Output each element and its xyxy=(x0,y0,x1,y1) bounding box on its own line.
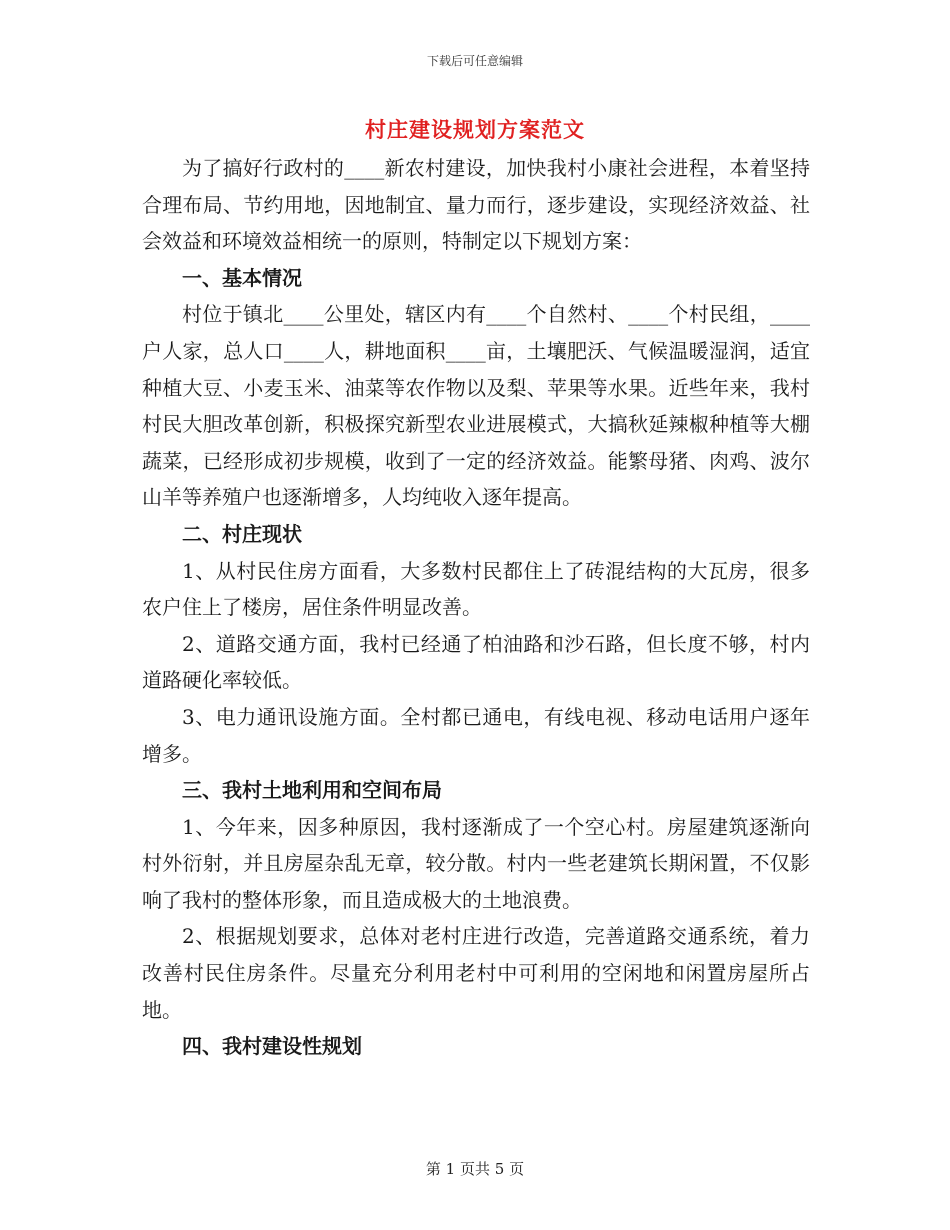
section-heading-land-use: 三、我村土地利用和空间布局 xyxy=(182,778,442,803)
section-heading-construction-plan: 四、我村建设性规划 xyxy=(182,1034,362,1059)
status-item-housing: 1、从村民住房方面看，大多数村民都住上了砖混结构的大瓦房，很多农户住上了楼房，居住条件明显改善。 xyxy=(142,558,810,620)
section-heading-village-status: 二、村庄现状 xyxy=(182,521,302,546)
land-use-item-2: 2、根据规划要求，总体对老村庄进行改造，完善道路交通系统，着力改善村民住房条件。尽量充分利用老村中可利用的空闲地和闲置房屋所占地。 xyxy=(142,924,810,1022)
basic-info-paragraph: 村位于镇北____公里处，辖区内有____个自然村、____个村民组，____户人家，总人口____人，耕地面积____亩，土壤肥沃、气候温暖湿润，适宜种植大豆、小麦玉米、油菜等农作物以及梨、苹果等水果。近些年来，我村村民大胆改革创新，积极探究新型农业进展模式，大搞秋延辣椒种植等大棚蔬菜，已经形成初步规模，收到了一定的经济效益。能繁母猪、肉鸡、波尔山羊等养殖户也逐渐增多，人均纯收入逐年提高。 xyxy=(142,302,810,510)
land-use-item-1: 1、今年来，因多种原因，我村逐渐成了一个空心村。房屋建筑逐渐向村外衍射，并且房屋杂乱无章，较分散。村内一些老建筑长期闲置，不仅影响了我村的整体形象，而且造成极大的土地浪费。 xyxy=(142,814,810,912)
status-item-power: 3、电力通讯设施方面。全村都已通电，有线电视、移动电话用户逐年增多。 xyxy=(142,704,810,766)
document-body xyxy=(142,150,810,1065)
header-note: 下载后可任意编辑 xyxy=(426,54,523,68)
intro-paragraph: 为了搞好行政村的____新农村建设，加快我村小康社会进程，本着坚持合理布局、节约用地，因地制宜、量力而行，逐步建设，实现经济效益、社会效益和环境效益相统一的原则，特制定以下规划方案： xyxy=(142,156,810,254)
status-item-roads: 2、道路交通方面，我村已经通了柏油路和沙石路，但长度不够，村内道路硬化率较低。 xyxy=(142,631,810,693)
section-heading-basic-info: 一、基本情况 xyxy=(182,265,302,290)
document-title: 村庄建设规划方案范文 xyxy=(365,117,585,142)
page-number: 第 1 页共 5 页 xyxy=(425,1160,525,1178)
